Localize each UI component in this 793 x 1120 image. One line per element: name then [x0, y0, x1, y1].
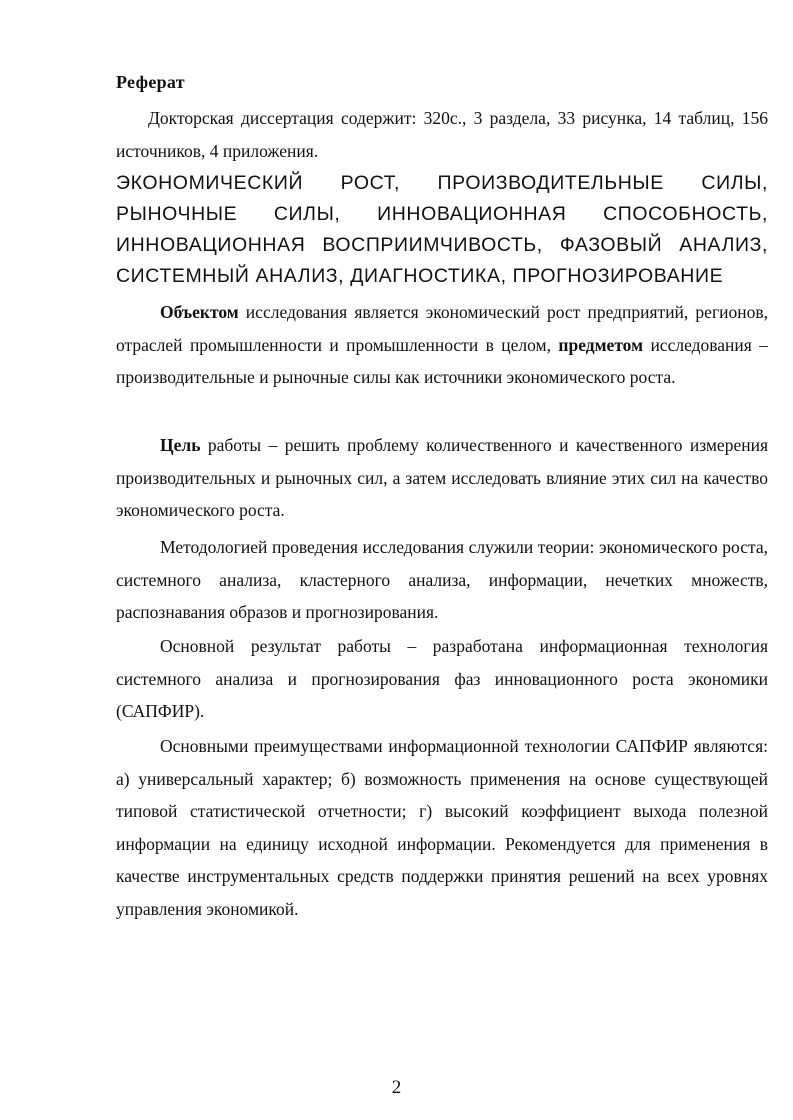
page-number: 2	[391, 1077, 402, 1098]
subject-text: исследования – производительные и рыночные силы как источники экономического роста.	[116, 334, 769, 387]
goal-paragraph	[116, 429, 768, 527]
keywords-paragraph: ЭКОНОМИЧЕСКИЙ РОСТ, ПРОИЗВОДИТЕЛЬНЫЕ СИЛЫ, РЫНОЧНЫЕ СИЛЫ, ИННОВАЦИОННАЯ СПОСОБНОСТЬ, ИННОВАЦИОННАЯ ВОСПРИИМЧИВОСТЬ, ФАЗОВЫЙ АНАЛИЗ, СИСТЕМНЫЙ АНАЛИЗ, ДИАГНОСТИКА, ПРОГНОЗИРОВАНИЕ	[116, 172, 768, 287]
object-term: Объектом	[160, 302, 239, 322]
goal-term: Цель	[160, 435, 201, 455]
methodology-text: Методологией проведения исследования служили теории: экономического роста, системного анализа, кластерного анализа, информации, нечетких множеств, распознавания образов и прогнозирования.	[116, 537, 768, 622]
result-text: Основной результат работы – разработана информационная технология системного анализа и прогнозирования фаз инновационного роста экономики (САПФИР).	[116, 636, 768, 721]
advantages-text: Основными преимуществами информационной технологии САПФИР являются: а) универсальный характер; б) возможность применения на основе существующей типовой статистической отчетности; г) высокий коэффициент выхода полезной информации на единицу исходной информации. Рекомендуется для применения в качестве инструментальных средств поддержки принятия решений на всех уровнях управления экономикой.	[116, 736, 768, 919]
advantages-paragraph	[116, 730, 768, 925]
goal-text: работы – решить проблему количественного и качественного измерения производительных и рыночных сил, а затем исследовать влияние этих сил на качество экономического роста.	[116, 435, 768, 520]
summary-text: Докторская диссертация содержит: 320с., 3 раздела, 33 рисунка, 14 таблиц, 156 источников, 4 приложения.	[116, 108, 768, 161]
methodology-paragraph	[116, 531, 768, 629]
summary-paragraph	[116, 102, 768, 167]
subject-term: предметом	[558, 334, 644, 355]
result-paragraph	[116, 630, 768, 728]
abstract-heading: Реферат	[116, 72, 185, 92]
object-paragraph	[116, 296, 768, 394]
object-text: исследования является экономический рост предприятий, регионов, отраслей промышленности и промышленности в целом,	[116, 302, 768, 355]
